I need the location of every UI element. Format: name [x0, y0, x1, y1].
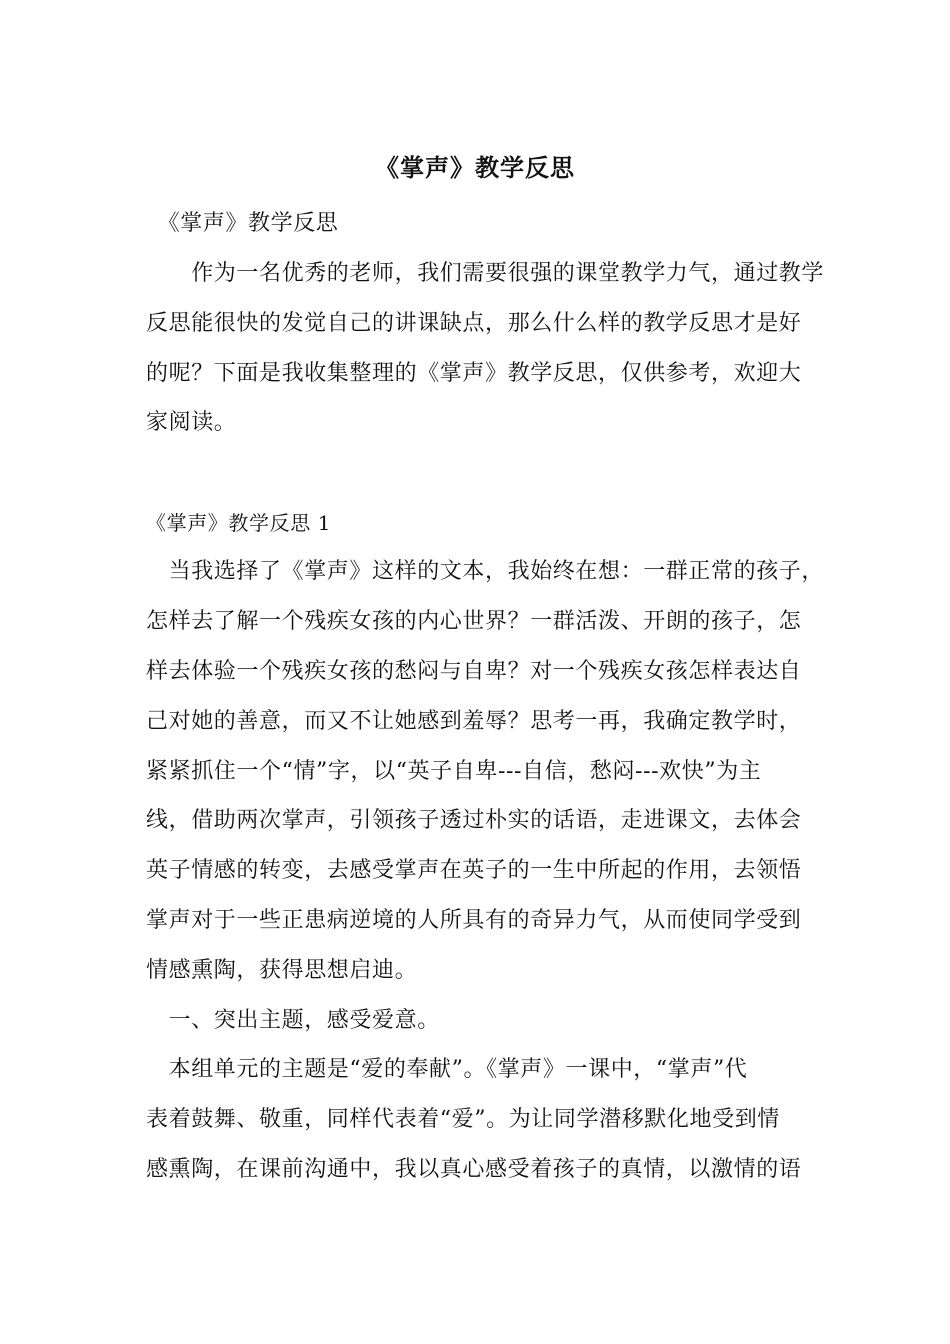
body-line-6: 线，借助两次掌声，引领孩子透过朴实的话语，走进课文，去体会	[146, 808, 802, 833]
intro-line-2: 反思能很快的发觉自己的讲课缺点，那么什么样的教学反思才是好	[146, 311, 802, 336]
body-line-9: 情感熏陶，获得思想启迪。	[146, 958, 418, 983]
body-line-8: 掌声对于一些正患病逆境的人所具有的奇异力气，从而使同学受到	[146, 908, 802, 933]
section-heading-1: 《掌声》教学反思 1	[146, 511, 332, 535]
intro-line-1: 作为一名优秀的老师，我们需要很强的课堂教学力气，通过教学	[146, 261, 825, 286]
subtitle-line: 《掌声》教学反思	[146, 211, 339, 236]
body-line-2: 怎样去了解一个残疾女孩的内心世界？一群活泼、开朗的孩子，怎	[146, 609, 802, 634]
body-line-3: 样去体验一个残疾女孩的愁闷与自卑？对一个残疾女孩怎样表达自	[146, 659, 802, 684]
document-title: 《掌声》教学反思	[375, 154, 575, 182]
body-line-10: 本组单元的主题是“爱的奉献”。《掌声》一课中，“掌声”代	[146, 1057, 748, 1082]
body-line-12: 感熏陶，在课前沟通中，我以真心感受着孩子的真情，以激情的语	[146, 1157, 802, 1182]
body-line-4: 己对她的善意，而又不让她感到羞辱？思考一再，我确定教学时，	[146, 709, 802, 734]
subheading-1: 一、突出主题，感受爱意。	[146, 1008, 440, 1033]
body-line-11: 表着鼓舞、敬重，同样代表着“爱”。为让同学潜移默化地受到情	[146, 1107, 780, 1132]
body-line-5: 紧紧抓住一个“情”字，以“英子自卑---自信，愁闷---欢快”为主	[146, 759, 762, 784]
body-line-1: 当我选择了《掌声》这样的文本，我始终在想：一群正常的孩子，	[146, 559, 825, 584]
intro-line-3: 的呢？下面是我收集整理的《掌声》教学反思，仅供参考，欢迎大	[146, 361, 802, 386]
intro-line-4: 家阅读。	[146, 410, 237, 435]
body-line-7: 英子情感的转变，去感受掌声在英子的一生中所起的作用，去领悟	[146, 858, 802, 883]
